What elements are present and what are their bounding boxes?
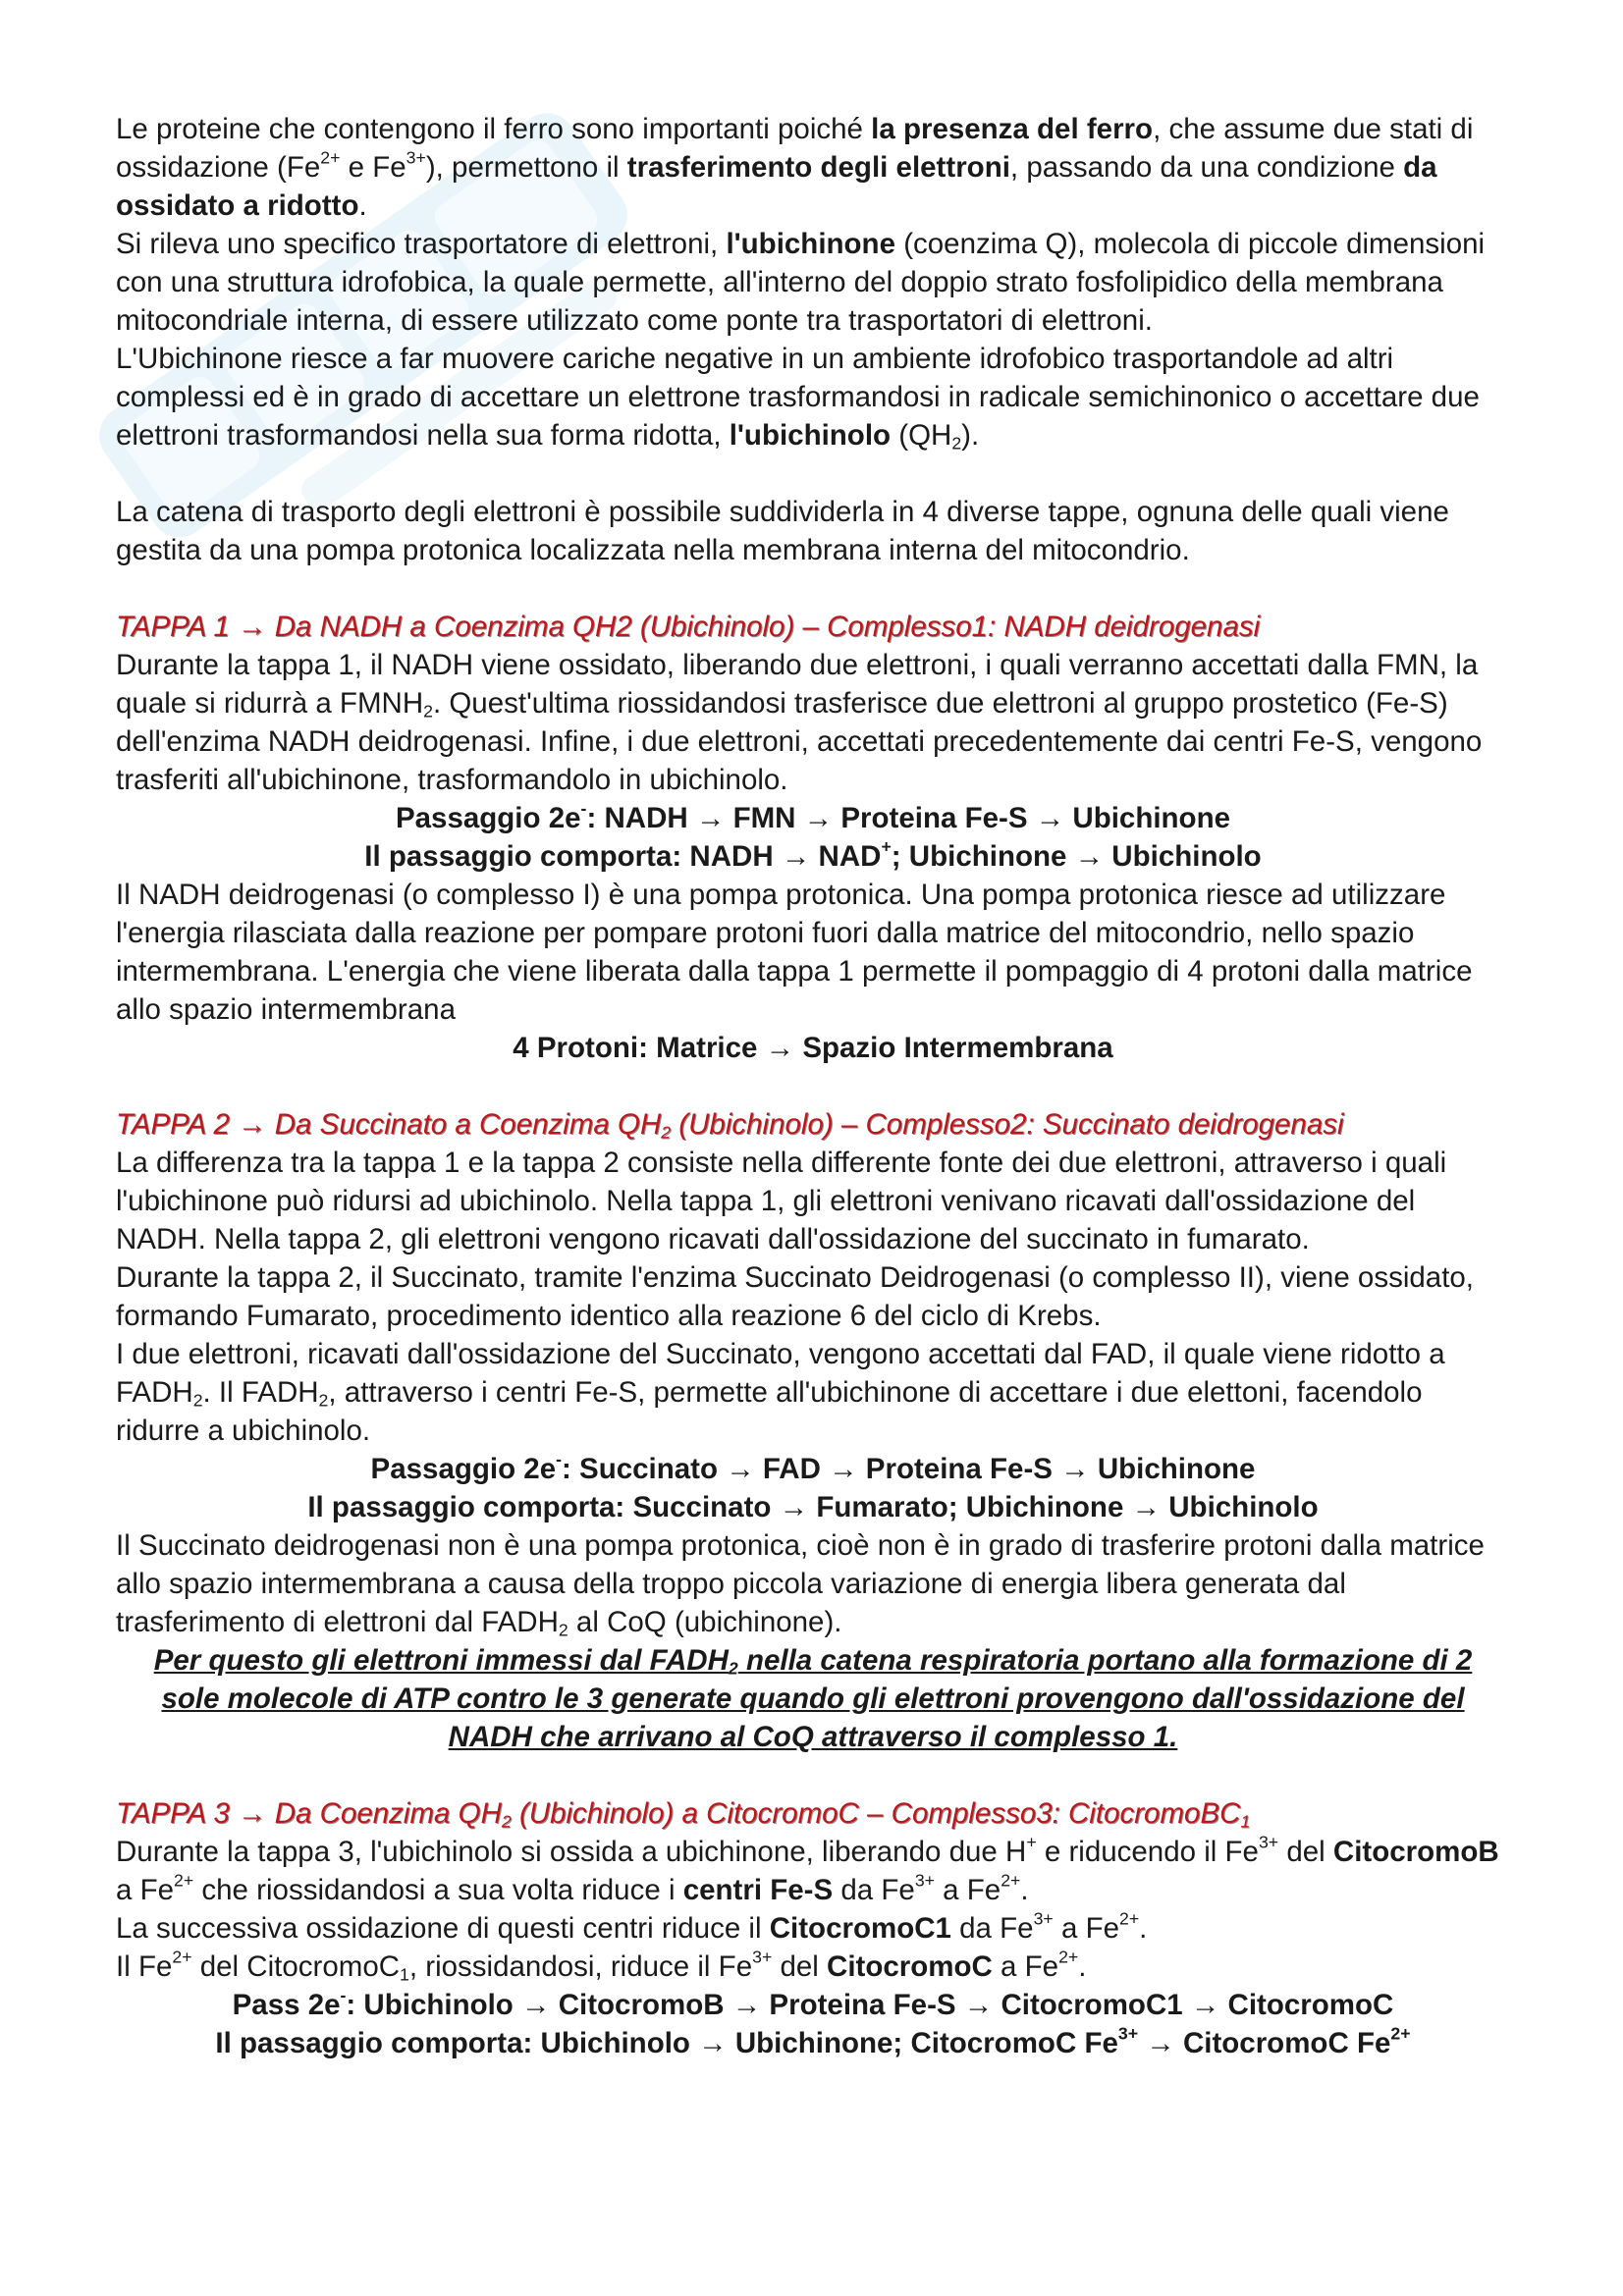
tappa1-protoni: 4 Protoni: Matrice → Spazio Intermembrana (513, 1032, 1113, 1064)
tappa3-comporta: Il passaggio comporta: Ubichinolo → Ubichinone; CitocromoC $Fe^{3+}$ → CitocromoC $Fe^{2+}$ (215, 2023, 1411, 2059)
tappa2-emphasis-note: Per questo gli elettroni immessi dal $FADH_2$ nella catena respiratoria portano alla formazione di 2 sole molecole di ATP contro le 3 generate quando gli elettroni provengono dall'ossidazione del NADH che arrivano al CoQ attraverso il complesso 1. (153, 1644, 1473, 1753)
tappa2-paragraph-4: Il Succinato deidrogenasi non è una pompa protonica, cioè non è in grado di trasferire protoni dalla matrice allo spazio intermembrana a causa della troppo piccola variazione di energia libera generata dal trasferimento di elettroni dal $FADH_2$ al CoQ (ubichinone). (116, 1529, 1485, 1640)
tappa1-heading: TAPPA 1 → Da NADH a Coenzima QH2 (Ubichinolo) – Complesso1: NADH deidrogenasi (116, 611, 1261, 643)
tappa3-paragraph-2: La successiva ossidazione di questi centri riduce il CitocromoC1 da $Fe^{3+}$ a $Fe^{2+}$. (116, 1908, 1148, 1945)
intro-paragraph-catena: La catena di trasporto degli elettroni è possibile suddividerla in 4 diverse tappe, ognuna delle quali viene gestita da una pompa protonica localizzata nella membrana interna del mitocondrio. (116, 496, 1449, 566)
intro-paragraph-ubichinone: Si rileva uno specifico trasportatore di elettroni, l'ubichinone (coenzima Q), molecola di piccole dimensioni con una struttura idrofobica, la quale permette, all'interno del doppio strato fosfolipidico della membrana mitocondriale interna, di essere utilizzato come ponte tra trasportatori di elettroni. (116, 228, 1486, 337)
tappa3-passaggio: Pass 2e-: Ubichinolo → CitocromoB → Proteina Fe-S → CitocromoC1 → CitocromoC (232, 1985, 1394, 2021)
tappa2-paragraph-2: Durante la tappa 2, il Succinato, tramite l'enzima Succinato Deidrogenasi (o complesso II), viene ossidato, formando Fumarato, procedimento identico alla reazione 6 del ciclo di Krebs. (116, 1261, 1474, 1332)
intro-paragraph-ubichinolo: L'Ubichinone riesce a far muovere cariche negative in un ambiente idrofobico trasportandole ad altri complessi ed è in grado di accettare un elettrone trasformandosi in radicale semichinonico o accettare due elettroni trasformandosi nella sua forma ridotta, l'ubichinolo $(QH_2)$. (116, 343, 1480, 454)
tappa1-paragraph-2: Il NADH deidrogenasi (o complesso I) è una pompa protonica. Una pompa protonica riesce ad utilizzare l'energia rilasciata dalla reazione per pompare protoni fuori dalla matrice del mitocondrio, nello spazio intermembrana. L'energia che viene liberata dalla tappa 1 permette il pompaggio di 4 protoni dalla matrice allo spazio intermembrana (116, 879, 1473, 1026)
tappa2-heading: TAPPA 2 → Da Succinato a Coenzima $QH_2$ (Ubichinolo) – Complesso2: Succinato deidrogenasi (116, 1108, 1344, 1143)
tappa3-paragraph-3: Il $Fe^{2+}$ del CitocromoC$_1$, riossidandosi, riduce il $Fe^{3+}$ del CitocromoC a $Fe^{2+}$. (116, 1947, 1087, 1985)
tappa1-paragraph-1: Durante la tappa 1, il NADH viene ossidato, liberando due elettroni, i quali verranno accettati dalla FMN, la quale si ridurrà a $FMNH_2$. Quest'ultima riossidandosi trasferisce due elettroni al gruppo prostetico (Fe-S) dell'enzima NADH deidrogenasi. Infine, i due elettroni, accettati precedentemente dai centri Fe-S, vengono trasferiti all'ubichinone, trasformandolo in ubichinolo. (116, 649, 1483, 796)
tappa1-comporta: Il passaggio comporta: NADH → NAD+; Ubichinone → Ubichinolo (364, 836, 1262, 873)
tappa1-passaggio: Passaggio 2e-: NADH → FMN → Proteina Fe-S → Ubichinone (395, 798, 1231, 834)
tappa2-paragraph-1: La differenza tra la tappa 1 e la tappa 2 consiste nella differente fonte dei due elettroni, attraverso i quali l'ubichinone può ridursi ad ubichinolo. Nella tappa 1, gli elettroni venivano ricavati dall'ossidazione del NADH. Nella tappa 2, gli elettroni vengono ricavati dall'ossidazione del succinato in fumarato. (116, 1147, 1447, 1255)
tappa2-paragraph-3: I due elettroni, ricavati dall'ossidazione del Succinato, vengono accettati dal FAD, il quale viene ridotto a $FADH_2$. Il $FADH_2$, attraverso i centri Fe-S, permette all'ubichinone di accettare i due elettoni, facendolo ridurre a ubichinolo. (116, 1338, 1445, 1447)
tappa3-heading: TAPPA 3 → Da Coenzima $QH_2$ (Ubichinolo) a CitocromoC – Complesso3: CitocromoBC$_1$ (116, 1797, 1251, 1832)
document-body (116, 110, 1510, 2062)
tappa2-comporta: Il passaggio comporta: Succinato → Fumarato; Ubichinone → Ubichinolo (307, 1491, 1319, 1523)
tappa3-paragraph-1: Durante la tappa 3, l'ubichinolo si ossida a ubichinone, liberando due H+ e riducendo il $Fe^{3+}$ del CitocromoB a $Fe^{2+}$ che riossidandosi a sua volta riduce i centri Fe-S da $Fe^{3+}$ a $Fe^{2+}$. (116, 1832, 1499, 1906)
intro-paragraph-iron: Le proteine che contengono il ferro sono importanti poiché la presenza del ferro, che assume due stati di ossidazione ($Fe^{2+}$ e $Fe^{3+}$), permettono il trasferimento degli elettroni, passando da una condizione da ossidato a ridotto. (116, 113, 1474, 222)
tappa2-passaggio: Passaggio 2e-: Succinato → FAD → Proteina Fe-S → Ubichinone (370, 1449, 1256, 1485)
